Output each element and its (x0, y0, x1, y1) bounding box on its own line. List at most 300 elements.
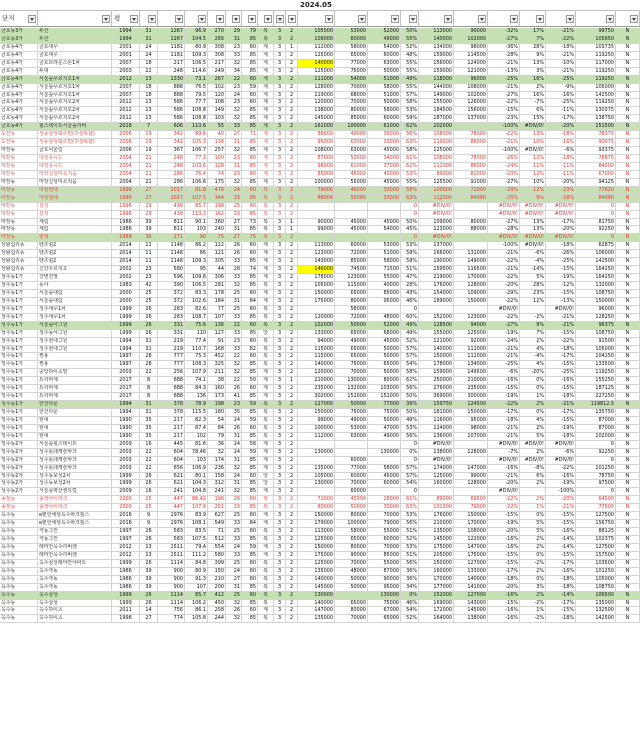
table-cell[interactable]: -21% (546, 504, 576, 512)
table-cell[interactable]: 108000 (454, 84, 488, 92)
table-cell[interactable]: -22% (488, 314, 520, 322)
table-cell[interactable]: 3 (274, 592, 286, 600)
table-cell[interactable]: -18% (488, 576, 520, 584)
table-cell[interactable]: 동아 (38, 282, 112, 290)
table-cell[interactable]: 107.9 (185, 369, 208, 377)
table-cell[interactable] (335, 211, 368, 219)
table-cell[interactable]: 140000 (419, 36, 454, 44)
table-cell[interactable]: N (616, 512, 640, 520)
table-cell[interactable]: 23 (226, 99, 242, 107)
table-cell[interactable]: 2 (286, 361, 298, 369)
table-cell[interactable]: N (616, 226, 640, 234)
table-cell[interactable]: 2 (286, 68, 298, 76)
table-cell[interactable]: 98000 (298, 163, 335, 171)
table-cell[interactable]: 서울숲푸르지오2차 (38, 107, 112, 115)
table-cell[interactable]: 2002 (112, 266, 140, 274)
table-cell[interactable]: 2 (286, 314, 298, 322)
table-cell[interactable]: 112000 (298, 433, 335, 441)
table-cell[interactable]: 0 (576, 211, 616, 219)
table-cell[interactable]: 85 (242, 457, 258, 465)
table-cell[interactable]: 105000 (298, 28, 335, 36)
table-cell[interactable]: 101250 (576, 465, 616, 473)
table-cell[interactable]: 103 (185, 226, 208, 234)
table-cell[interactable]: 6% (520, 107, 546, 115)
table-cell[interactable]: 130000 (298, 449, 335, 457)
table-cell[interactable]: -12% (546, 282, 576, 290)
table-cell[interactable]: 92250 (576, 449, 616, 457)
table-cell[interactable]: 621 (158, 480, 185, 488)
table-cell[interactable]: 158 (208, 473, 226, 481)
table-cell[interactable]: 4% (520, 417, 546, 425)
table-cell[interactable]: 복 (258, 417, 274, 425)
table-cell[interactable]: 트리마제 (38, 385, 112, 393)
table-cell[interactable]: 178000 (419, 361, 454, 369)
table-cell[interactable]: 128000 (454, 480, 488, 488)
table-cell[interactable]: 25 (226, 290, 242, 298)
table-cell[interactable]: 26 (140, 306, 158, 314)
table-cell[interactable]: 151000 (335, 393, 368, 401)
table-cell[interactable]: 302000 (298, 393, 335, 401)
table-cell[interactable]: 170000 (454, 274, 488, 282)
table-cell[interactable]: -17% (488, 409, 520, 417)
table-cell[interactable]: 55% (401, 68, 419, 76)
table-cell[interactable]: N (616, 353, 640, 361)
table-cell[interactable]: N (616, 187, 640, 195)
table-cell[interactable]: 52% (401, 338, 419, 346)
table-cell[interactable]: 19 (140, 147, 158, 155)
table-cell[interactable]: 3 (274, 290, 286, 298)
table-cell[interactable]: 85 (242, 480, 258, 488)
table-cell[interactable]: 0 (576, 457, 616, 465)
table-cell[interactable]: 119812.5 (576, 401, 616, 409)
table-cell[interactable]: 2 (286, 433, 298, 441)
table-cell[interactable]: 35 (140, 433, 158, 441)
table-cell[interactable]: -11% (546, 171, 576, 179)
table-cell[interactable]: 106.9 (185, 465, 208, 473)
table-cell[interactable]: 1114 (158, 592, 185, 600)
table-cell[interactable] (368, 306, 401, 314)
table-cell[interactable]: 성수동2가 (0, 488, 38, 496)
table-cell[interactable]: 65000 (335, 346, 368, 354)
filter-dropdown-icon[interactable] (409, 15, 417, 23)
table-cell[interactable]: 89000 (419, 496, 454, 504)
table-cell[interactable]: 150000 (454, 409, 488, 417)
table-cell[interactable]: 25 (140, 504, 158, 512)
table-cell[interactable]: 세림 (38, 226, 112, 234)
table-cell[interactable]: 63% (401, 504, 419, 512)
table-cell[interactable]: 147000 (454, 465, 488, 473)
table-cell[interactable]: 3 (274, 480, 286, 488)
table-cell[interactable]: 81.8 (185, 187, 208, 195)
table-cell[interactable]: 774 (158, 615, 185, 623)
table-cell[interactable]: 44 (208, 266, 226, 274)
table-cell[interactable]: 135750 (576, 409, 616, 417)
table-cell[interactable]: 2% (520, 480, 546, 488)
table-cell[interactable]: 100 (208, 155, 226, 163)
table-cell[interactable]: 145000 (419, 536, 454, 544)
table-cell[interactable]: N (616, 68, 640, 76)
table-cell[interactable]: 7% (520, 36, 546, 44)
table-cell[interactable]: 계 (258, 393, 274, 401)
table-cell[interactable]: 85 (242, 314, 258, 322)
table-cell[interactable]: 27 (140, 615, 158, 623)
table-cell[interactable]: 65000 (335, 290, 368, 298)
table-cell[interactable]: 108750 (576, 330, 616, 338)
table-cell[interactable]: 금호동4가 (0, 52, 38, 60)
table-cell[interactable]: 45000 (368, 473, 401, 481)
table-cell[interactable]: 45000 (368, 219, 401, 227)
table-cell[interactable]: 60 (242, 512, 258, 520)
table-cell[interactable]: 82.3 (185, 417, 208, 425)
table-cell[interactable]: 복 (258, 187, 274, 195)
table-cell[interactable]: 58000 (368, 258, 401, 266)
table-cell[interactable]: 219 (158, 338, 185, 346)
table-cell[interactable]: 235000 (298, 385, 335, 393)
table-cell[interactable]: 77620 (576, 187, 616, 195)
table-cell[interactable]: 248 (158, 68, 185, 76)
table-cell[interactable]: 101250 (576, 568, 616, 576)
table-cell[interactable]: 811 (158, 219, 185, 227)
table-cell[interactable]: 2 (286, 465, 298, 473)
table-cell[interactable]: 성수동1가 (0, 361, 38, 369)
table-cell[interactable]: 127000 (298, 401, 335, 409)
table-cell[interactable]: 102000 (454, 92, 488, 100)
table-cell[interactable]: 47000 (368, 425, 401, 433)
table-cell[interactable]: 22 (226, 76, 242, 84)
table-cell[interactable]: 45000 (368, 147, 401, 155)
table-cell[interactable]: -22% (488, 131, 520, 139)
table-cell[interactable]: 29 (140, 203, 158, 211)
table-cell[interactable]: 70000 (335, 480, 368, 488)
table-cell[interactable] (298, 441, 335, 449)
table-cell[interactable]: 마장동 (0, 226, 38, 234)
table-cell[interactable]: 26 (226, 242, 242, 250)
table-cell[interactable]: 32 (226, 147, 242, 155)
table-cell[interactable]: 53000 (335, 425, 368, 433)
table-cell[interactable]: 79.5 (185, 92, 208, 100)
table-cell[interactable]: 34000 (368, 155, 401, 163)
table-cell[interactable]: -22% (488, 504, 520, 512)
table-cell[interactable]: 152000 (419, 592, 454, 600)
table-cell[interactable]: 41 (226, 393, 242, 401)
table-cell[interactable]: 계 (258, 179, 274, 187)
table-cell[interactable]: 3 (274, 338, 286, 346)
table-cell[interactable]: 2 (286, 99, 298, 107)
table-cell[interactable]: -16% (546, 473, 576, 481)
table-cell[interactable]: 110.7 (185, 346, 208, 354)
table-cell[interactable]: 60 (242, 290, 258, 298)
table-cell[interactable]: 55000 (335, 179, 368, 187)
table-cell[interactable]: N (616, 528, 640, 536)
table-cell[interactable]: 79.4 (185, 544, 208, 552)
filter-dropdown-icon[interactable] (325, 15, 333, 23)
table-cell[interactable]: N (616, 250, 640, 258)
table-cell[interactable]: 125000 (298, 560, 335, 568)
table-cell[interactable]: 580 (208, 552, 226, 560)
table-cell[interactable]: 105000 (298, 473, 335, 481)
table-cell[interactable]: -21% (546, 68, 576, 76)
table-cell[interactable]: N (616, 338, 640, 346)
table-cell[interactable]: -20% (488, 584, 520, 592)
table-cell[interactable]: 23 (226, 401, 242, 409)
table-cell[interactable]: 80000 (335, 512, 368, 520)
table-cell[interactable]: 125500 (419, 179, 454, 187)
table-cell[interactable]: 78000 (454, 131, 488, 139)
table-cell[interactable]: -25% (488, 361, 520, 369)
table-cell[interactable]: 2 (286, 528, 298, 536)
table-cell[interactable]: 계 (258, 441, 274, 449)
table-cell[interactable]: 3 (274, 147, 286, 155)
table-cell[interactable]: N (616, 242, 640, 250)
table-cell[interactable]: 45000 (368, 179, 401, 187)
table-cell[interactable]: 15% (520, 115, 546, 123)
table-cell[interactable]: #DIV/0! (520, 457, 546, 465)
table-cell[interactable]: -17% (546, 600, 576, 608)
table-cell[interactable]: 2012 (112, 99, 140, 107)
table-cell[interactable]: 217 (158, 433, 185, 441)
table-cell[interactable]: 2 (286, 139, 298, 147)
table-cell[interactable]: -100% (488, 147, 520, 155)
table-cell[interactable]: 85 (242, 536, 258, 544)
table-cell[interactable]: 99000 (454, 473, 488, 481)
table-cell[interactable]: 33000 (368, 139, 401, 147)
table-cell[interactable]: 35 (140, 417, 158, 425)
table-cell[interactable]: 60 (242, 528, 258, 536)
table-cell[interactable]: 32 (208, 449, 226, 457)
filter-dropdown-icon[interactable] (358, 15, 366, 23)
table-cell[interactable]: 58% (401, 369, 419, 377)
table-cell[interactable]: 49% (401, 76, 419, 84)
table-cell[interactable]: 249 (208, 68, 226, 76)
table-cell[interactable] (454, 306, 488, 314)
table-cell[interactable]: 100000 (335, 123, 368, 131)
table-cell[interactable]: 49000 (368, 433, 401, 441)
table-cell[interactable]: 283 (158, 306, 185, 314)
table-cell[interactable]: 0% (520, 409, 546, 417)
table-cell[interactable]: -32% (488, 28, 520, 36)
table-cell[interactable]: 580 (158, 266, 185, 274)
table-cell[interactable]: 58000 (368, 107, 401, 115)
table-cell[interactable]: -2% (520, 600, 546, 608)
table-cell[interactable]: N (616, 52, 640, 60)
table-cell[interactable]: 85.7 (185, 592, 208, 600)
table-cell[interactable]: 1148 (158, 242, 185, 250)
table-cell[interactable]: 29 (140, 211, 158, 219)
table-cell[interactable]: 150000 (576, 298, 616, 306)
table-cell[interactable]: 쌍용 (38, 361, 112, 369)
table-cell[interactable]: 28 (140, 536, 158, 544)
table-cell[interactable]: 2012 (112, 115, 140, 123)
table-cell[interactable]: 77000 (335, 60, 368, 68)
table-cell[interactable]: 28 (140, 353, 158, 361)
table-cell[interactable]: 3 (274, 187, 286, 195)
table-cell[interactable]: 219 (158, 346, 185, 354)
table-cell[interactable]: 135000 (298, 568, 335, 576)
table-cell[interactable]: 123000 (298, 250, 335, 258)
table-cell[interactable]: 마장동 (0, 179, 38, 187)
table-cell[interactable]: 124000 (454, 60, 488, 68)
table-cell[interactable]: 107000 (454, 433, 488, 441)
table-cell[interactable]: 2004 (112, 171, 140, 179)
table-cell[interactable]: 87000 (576, 425, 616, 433)
table-cell[interactable]: 3% (520, 68, 546, 76)
table-cell[interactable]: 3 (274, 123, 286, 131)
table-cell[interactable] (454, 488, 488, 496)
table-cell[interactable]: 130000 (298, 592, 335, 600)
table-cell[interactable]: 2 (286, 488, 298, 496)
table-cell[interactable]: 2 (286, 92, 298, 100)
table-cell[interactable]: 60 (242, 250, 258, 258)
table-cell[interactable]: 2003 (112, 68, 140, 76)
table-cell[interactable]: 85 (242, 369, 258, 377)
table-cell[interactable]: 126000 (454, 99, 488, 107)
table-cell[interactable]: 149000 (419, 92, 454, 100)
table-cell[interactable]: 554 (208, 544, 226, 552)
table-cell[interactable]: -18% (546, 576, 576, 584)
table-cell[interactable]: 12% (520, 187, 546, 195)
table-cell[interactable]: 49000 (335, 131, 368, 139)
table-cell[interactable]: 119250 (576, 369, 616, 377)
table-cell[interactable]: 성수동2가 (0, 473, 38, 481)
table-cell[interactable]: 95000 (298, 139, 335, 147)
table-cell[interactable]: 108000 (298, 147, 335, 155)
table-cell[interactable]: 135000 (576, 600, 616, 608)
table-cell[interactable]: #DIV/0! (520, 203, 546, 211)
table-cell[interactable]: 3 (274, 139, 286, 147)
table-cell[interactable]: #DIV/0! (488, 234, 520, 242)
table-cell[interactable]: 35 (226, 409, 242, 417)
table-cell[interactable]: -15% (546, 607, 576, 615)
table-cell[interactable]: 312 (208, 480, 226, 488)
table-cell[interactable]: 2014 (112, 250, 140, 258)
table-cell[interactable]: -6% (546, 147, 576, 155)
table-cell[interactable]: 65000 (335, 353, 368, 361)
table-cell[interactable]: 32 (226, 115, 242, 123)
table-cell[interactable]: 50000 (368, 353, 401, 361)
table-cell[interactable]: 106.2 (185, 600, 208, 608)
table-cell[interactable]: 28% (401, 282, 419, 290)
table-cell[interactable]: 108750 (576, 290, 616, 298)
table-cell[interactable]: #DIV/0! (520, 242, 546, 250)
table-cell[interactable]: 3 (274, 560, 286, 568)
table-cell[interactable]: 54 (208, 417, 226, 425)
table-cell[interactable]: #DIV/0! (488, 211, 520, 219)
table-cell[interactable]: N (616, 488, 640, 496)
table-cell[interactable]: 138750 (576, 115, 616, 123)
table-cell[interactable]: 서울숲푸르지오2차 (38, 99, 112, 107)
table-cell[interactable]: 2007 (112, 84, 140, 92)
table-cell[interactable]: 151500 (576, 123, 616, 131)
table-cell[interactable]: 2 (286, 560, 298, 568)
table-cell[interactable]: 60 (242, 306, 258, 314)
table-cell[interactable]: 2% (520, 568, 546, 576)
table-cell[interactable]: 1976 (158, 512, 185, 520)
table-cell[interactable]: 136000 (419, 433, 454, 441)
table-cell[interactable]: #DIV/0! (488, 441, 520, 449)
table-cell[interactable]: 103000 (368, 385, 401, 393)
table-cell[interactable]: 26 (140, 314, 158, 322)
table-cell[interactable]: -21% (488, 473, 520, 481)
table-cell[interactable]: 1997 (112, 353, 140, 361)
table-cell[interactable]: 2 (286, 282, 298, 290)
table-cell[interactable]: 103 (185, 457, 208, 465)
table-cell[interactable]: 135000 (298, 465, 335, 473)
table-cell[interactable]: 26 (140, 560, 158, 568)
table-cell[interactable]: N (616, 195, 640, 203)
table-cell[interactable]: 성수동1가 (0, 409, 38, 417)
table-cell[interactable]: 64500 (576, 496, 616, 504)
table-cell[interactable]: 106.7 (185, 147, 208, 155)
table-cell[interactable]: 3 (274, 568, 286, 576)
table-cell[interactable]: 79000 (368, 520, 401, 528)
table-cell[interactable]: 복 (258, 433, 274, 441)
table-cell[interactable]: N (616, 211, 640, 219)
table-cell[interactable]: N (616, 163, 640, 171)
table-cell[interactable]: 60 (242, 242, 258, 250)
table-cell[interactable]: 1 (286, 226, 298, 234)
table-cell[interactable]: -16% (488, 536, 520, 544)
table-cell[interactable]: 145000 (454, 607, 488, 615)
table-cell[interactable]: 2% (520, 449, 546, 457)
table-cell[interactable]: 109.3 (185, 258, 208, 266)
table-cell[interactable]: N (616, 290, 640, 298)
table-cell[interactable]: 138000 (419, 449, 454, 457)
table-cell[interactable]: 2 (286, 568, 298, 576)
table-cell[interactable]: 150000 (419, 353, 454, 361)
table-cell[interactable]: 33 (226, 274, 242, 282)
table-cell[interactable]: -2% (520, 314, 546, 322)
table-cell[interactable]: 2 (286, 258, 298, 266)
table-cell[interactable]: -17% (546, 409, 576, 417)
table-cell[interactable]: 25 (140, 496, 158, 504)
table-cell[interactable]: -15% (546, 417, 576, 425)
table-cell[interactable]: -18% (546, 584, 576, 592)
table-cell[interactable]: 계 (258, 457, 274, 465)
table-cell[interactable]: 125000 (419, 147, 454, 155)
table-cell[interactable]: 53% (401, 512, 419, 520)
table-cell[interactable]: 두산 (38, 36, 112, 44)
table-cell[interactable]: 96000 (454, 76, 488, 84)
table-cell[interactable]: -22% (488, 258, 520, 266)
table-cell[interactable]: 342 (158, 139, 185, 147)
table-cell[interactable]: 75000 (335, 361, 368, 369)
table-cell[interactable]: 30000 (368, 504, 401, 512)
table-cell[interactable]: 복 (258, 322, 274, 330)
table-cell[interactable]: 28% (520, 44, 546, 52)
table-cell[interactable]: 378 (158, 409, 185, 417)
table-cell[interactable]: 2 (286, 441, 298, 449)
table-cell[interactable]: 452 (208, 353, 226, 361)
table-cell[interactable]: -16% (488, 607, 520, 615)
table-cell[interactable]: 3 (274, 425, 286, 433)
table-cell[interactable]: 78.9 (185, 401, 208, 409)
table-cell[interactable]: N (616, 417, 640, 425)
table-cell[interactable]: 82.6 (185, 306, 208, 314)
table-cell[interactable]: 28 (140, 528, 158, 536)
table-cell[interactable]: 1999 (112, 480, 140, 488)
table-cell[interactable]: 120000 (298, 369, 335, 377)
table-cell[interactable]: 성수롯데캐슬파크 (38, 465, 112, 473)
table-cell[interactable]: 26 (140, 330, 158, 338)
table-cell[interactable]: 128000 (454, 449, 488, 457)
table-cell[interactable]: 27 (140, 187, 158, 195)
table-cell[interactable]: 50 (242, 377, 258, 385)
table-cell[interactable]: -18% (546, 393, 576, 401)
table-cell[interactable]: 31 (226, 584, 242, 592)
table-cell[interactable]: 621 (158, 473, 185, 481)
table-cell[interactable]: 85 (242, 258, 258, 266)
table-cell[interactable]: 115000 (298, 353, 335, 361)
